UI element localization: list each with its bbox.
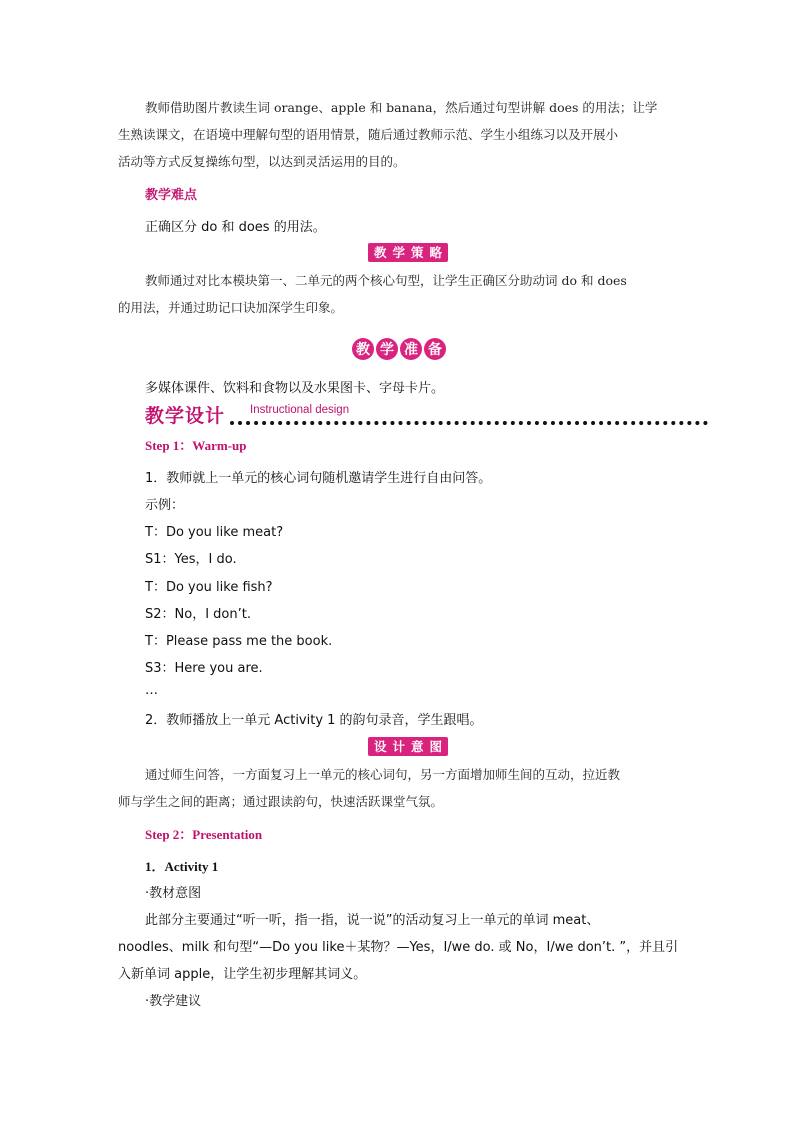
teaching-suggestion-label: ·教学建议 [145, 994, 202, 1009]
dialog-line: S1：Yes，I do. [145, 552, 237, 567]
design-subtitle: Instructional design [250, 404, 350, 416]
intro-line-3: 活动等方式反复操练句型，以达到灵活运用的目的。 [118, 154, 406, 169]
intent-line-1: 通过师生问答，一方面复习上一单元的核心词句，另一方面增加师生间的互动，拉近教 [145, 767, 621, 782]
dialog-line: S3：Here you are. [145, 661, 263, 676]
design-title: 教学设计 [145, 405, 226, 427]
intent-line-2: 师与学生之间的距离；通过跟读韵句，快速活跃课堂气氛。 [118, 794, 444, 809]
step1-item-2: 2．教师播放上一单元 Activity 1 的韵句录音，学生跟唱。 [145, 713, 483, 728]
intro-line-1: 教师借助图片教读生词 orange、apple 和 banana，然后通过句型讲解 does 的用法；让学 [145, 100, 658, 115]
activity-heading: 1．Activity 1 [145, 859, 219, 874]
prep-badge-char: 学 [376, 338, 398, 360]
step2-para-line-2: noodles、milk 和句型“—Do you like＋某物？—Yes，I/we do. 或 No，I/we don’t. ”，并且引 [118, 940, 679, 955]
material-intent-label: ·教材意图 [145, 886, 202, 901]
dialog-line: T：Do you like meat? [145, 525, 284, 540]
step1-example-label: 示例： [145, 498, 185, 513]
difficulty-heading: 教学难点 [145, 188, 198, 203]
prep-badge-char: 准 [400, 338, 422, 360]
difficulty-text: 正确区分 do 和 does 的用法。 [145, 220, 326, 235]
step1-heading: Step 1：Warm-up [145, 438, 247, 453]
prep-badge [352, 338, 446, 360]
intro-line-2: 生熟读课文，在语境中理解句型的语用情景，随后通过教师示范、学生小组练习以及开展小 [118, 127, 619, 142]
step2-para-line-1: 此部分主要通过“听一听，指一指，说一说”的活动复习上一单元的单词 meat、 [145, 913, 600, 928]
dialog-line: … [145, 683, 158, 698]
prep-badge-char: 备 [424, 338, 446, 360]
strategy-line-2: 的用法，并通过助记口诀加深学生印象。 [118, 300, 344, 315]
dotted-divider [230, 413, 708, 425]
dialog-line: S2：No，I don’t. [145, 607, 251, 622]
step1-item-1: 1．教师就上一单元的核心词句随机邀请学生进行自由问答。 [145, 471, 492, 486]
dialog-line: T：Do you like fish? [145, 580, 273, 595]
strategy-badge: 教学策略 [368, 243, 448, 262]
prep-badge-char: 教 [352, 338, 374, 360]
dialog-line: T：Please pass me the book. [145, 634, 333, 649]
intent-badge: 设计意图 [368, 737, 448, 756]
strategy-line-1: 教师通过对比本模块第一、二单元的两个核心句型，让学生正确区分助动词 do 和 does [145, 273, 627, 288]
prep-text: 多媒体课件、饮料和食物以及水果图卡、字母卡片。 [145, 381, 445, 396]
step2-para-line-3: 入新单词 apple，让学生初步理解其词义。 [118, 967, 367, 982]
step2-heading: Step 2：Presentation [145, 827, 263, 842]
